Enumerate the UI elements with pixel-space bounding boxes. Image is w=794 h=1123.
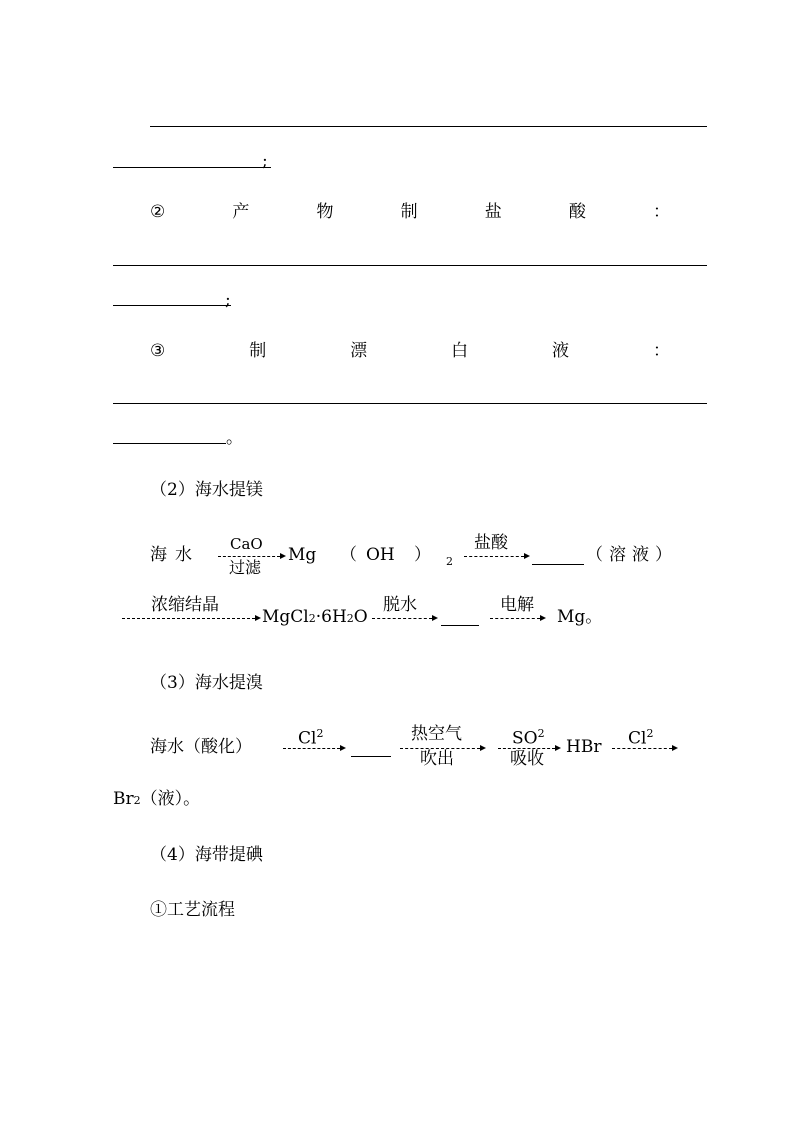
br-end-text: （液）。	[140, 789, 201, 809]
item-3-char: 白	[451, 341, 469, 361]
iodine-heading: （4）海带提碘	[150, 845, 263, 865]
br-arrow-3-bottom-label: 吸收	[510, 749, 544, 769]
sol-char: 溶	[609, 545, 626, 565]
answer-line-1[interactable]	[150, 126, 707, 127]
br-arrow-1	[283, 748, 340, 749]
arrow-3-head	[255, 615, 261, 621]
br-formula: Br	[113, 789, 134, 809]
iodine-subheading: ①工艺流程	[150, 900, 235, 920]
br-sub: 2	[133, 794, 141, 807]
sol-paren-open: （	[586, 545, 603, 565]
item-3-colon: ：	[652, 341, 670, 361]
oh-label: OH	[366, 545, 395, 565]
oh-subscript: 2	[446, 555, 453, 568]
arrow-3-top-label: 浓缩结晶	[151, 595, 219, 615]
br-heading: （3）海水提溴	[150, 673, 263, 693]
answer-line-3[interactable]	[113, 403, 707, 404]
blank-2[interactable]	[441, 625, 479, 626]
cl-label: Cl	[298, 728, 317, 749]
item-2-char: 制	[400, 202, 418, 222]
mg-label: Mg	[288, 545, 317, 565]
br-end	[113, 791, 200, 808]
item-2-number: ②	[150, 202, 166, 222]
arrow-5	[490, 618, 540, 619]
semicolon-1: ;	[262, 151, 268, 171]
br-arrow-2-bottom-label: 吹出	[420, 749, 454, 769]
br-start: 海水（酸化）	[150, 737, 252, 757]
sol-char: 液	[632, 545, 649, 565]
br-arrow-4-head	[672, 745, 678, 751]
paren-open: （	[340, 545, 357, 565]
answer-line-1-cont[interactable]	[113, 167, 271, 168]
mg-start-char: 水	[175, 545, 192, 565]
product-formula-end: O	[353, 607, 368, 627]
br-arrow-1-head	[340, 745, 346, 751]
solution-label	[586, 547, 672, 564]
item-2-char: 物	[316, 202, 334, 222]
arrow-4-top-label: 脱水	[383, 595, 417, 615]
item-2-char: 产	[232, 202, 250, 222]
arrow-1-head	[280, 553, 286, 559]
item-3-prompt	[150, 343, 670, 360]
br-arrow-2-head	[480, 745, 486, 751]
item-3-number: ③	[150, 341, 166, 361]
item-2-char: 盐	[484, 202, 502, 222]
br-arrow-3-head	[555, 745, 561, 751]
arrow-3	[122, 618, 255, 619]
item-2-colon: ：	[653, 202, 670, 222]
mg-end: Mg。	[557, 607, 603, 627]
period: 。	[226, 428, 243, 448]
so-label: SO	[512, 728, 538, 749]
br-arrow-3-top-label	[512, 728, 545, 748]
hbr-label: HBr	[566, 737, 602, 757]
arrow-1	[218, 556, 280, 557]
so-sup: 2	[537, 727, 545, 740]
answer-line-3-cont[interactable]	[113, 443, 226, 444]
mg-heading: （2）海水提镁	[150, 480, 263, 500]
product-label	[262, 609, 368, 626]
arrow-4	[372, 618, 432, 619]
blank-3[interactable]	[351, 756, 391, 757]
item-3-char: 液	[552, 341, 569, 361]
br-arrow-2-top-label: 热空气	[411, 724, 462, 744]
arrow-5-top-label: 电解	[500, 595, 534, 615]
product-formula-rest: ·6H	[315, 607, 347, 627]
product-formula: MgCl	[262, 607, 309, 627]
arrow-2	[464, 556, 524, 557]
cl-sup-2: 2	[646, 727, 654, 740]
mg-start	[150, 547, 192, 564]
arrow-4-head	[432, 615, 438, 621]
sol-paren-close: ）	[655, 545, 672, 565]
br-arrow-4-top-label	[628, 728, 653, 748]
blank-1[interactable]	[532, 564, 584, 565]
item-2-char: 酸	[568, 202, 586, 222]
br-arrow-1-top-label	[298, 728, 323, 748]
arrow-1-bottom-label: 过滤	[229, 558, 262, 577]
semicolon-2: ;	[225, 290, 231, 310]
cl-sup: 2	[316, 727, 324, 740]
br-arrow-4	[612, 748, 672, 749]
arrow-2-head	[524, 553, 530, 559]
product-sub: 2	[308, 612, 316, 625]
arrow-2-top-label: 盐酸	[474, 533, 508, 553]
item-2-prompt	[150, 204, 670, 221]
item-3-char: 制	[249, 341, 267, 361]
mg-start-char: 海	[150, 545, 167, 565]
arrow-5-head	[540, 615, 546, 621]
product-sub-2: 2	[346, 612, 354, 625]
answer-line-2[interactable]	[113, 265, 707, 266]
item-3-char: 漂	[350, 341, 368, 361]
paren-close: ）	[414, 545, 431, 565]
answer-line-2-cont[interactable]	[113, 305, 231, 306]
arrow-1-top-label: CaO	[230, 535, 263, 553]
cl-label-2: Cl	[628, 728, 647, 749]
